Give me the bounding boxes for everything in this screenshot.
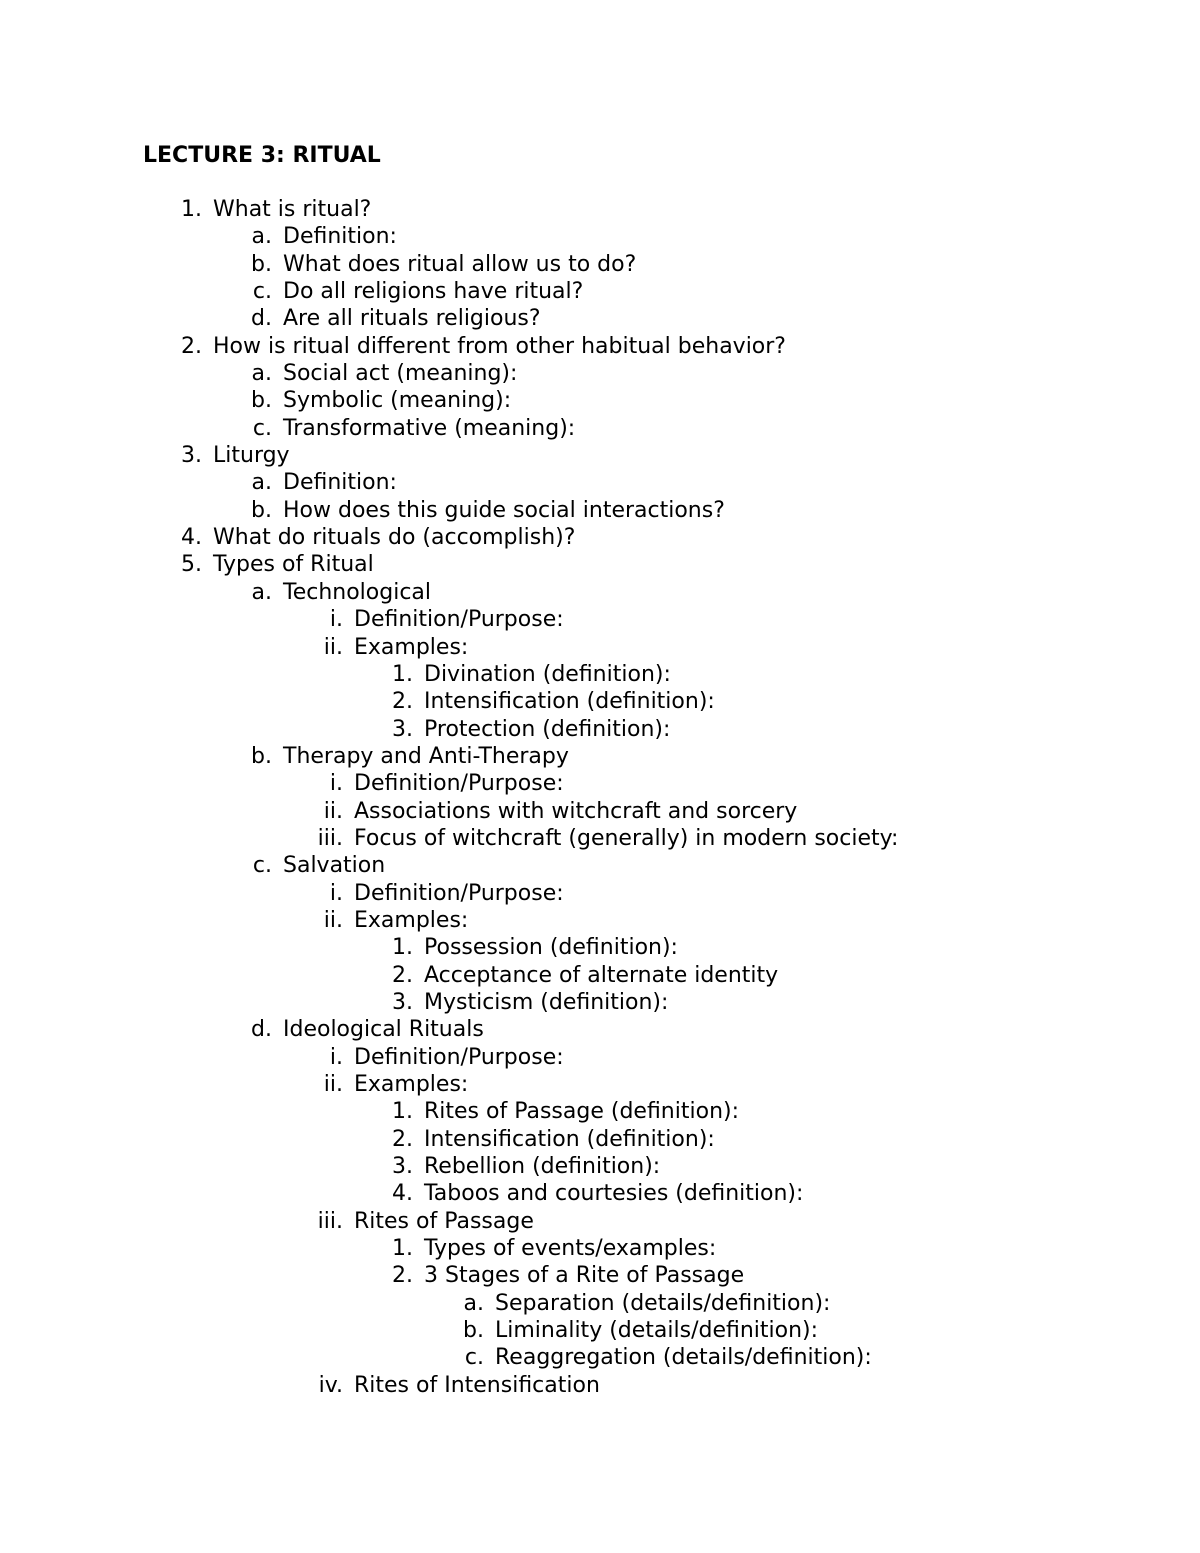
outline-text: Do all religions have ritual? <box>283 279 584 305</box>
outline-marker: 3. <box>392 989 413 1015</box>
outline-marker: 4. <box>392 1181 413 1207</box>
outline-text: Rites of Passage (definition): <box>424 1099 740 1125</box>
outline-text: Technological <box>283 579 432 605</box>
outline-item <box>0 1153 1200 1180</box>
outline-text: Are all rituals religious? <box>283 306 541 332</box>
outline-marker: i. <box>329 880 343 906</box>
outline-item <box>0 497 1200 524</box>
outline-item <box>0 415 1200 442</box>
outline-text: Rites of Intensification <box>354 1372 600 1398</box>
outline-text: Liturgy <box>213 443 290 469</box>
outline-item <box>0 469 1200 496</box>
outline-marker: 2. <box>392 1263 413 1289</box>
outline-text: Definition/Purpose: <box>354 880 564 906</box>
outline-marker: iii. <box>317 825 343 851</box>
outline-list <box>0 196 1200 1399</box>
outline-item <box>0 852 1200 879</box>
outline-text: Acceptance of alternate identity <box>424 962 779 988</box>
outline-marker: d. <box>251 1017 272 1043</box>
outline-marker: ii. <box>323 1072 343 1097</box>
outline-marker: b. <box>251 388 272 414</box>
outline-marker: 1. <box>392 1099 413 1125</box>
outline-marker: i. <box>329 771 343 797</box>
outline-text: Definition/Purpose: <box>354 1044 564 1070</box>
outline-text: Intensification (definition): <box>424 689 715 715</box>
outline-marker: b. <box>251 743 272 769</box>
outline-marker: b. <box>463 1318 484 1344</box>
outline-item <box>0 442 1200 469</box>
outline-item <box>0 360 1200 387</box>
outline-item <box>0 880 1200 907</box>
outline-item <box>0 1344 1200 1371</box>
outline-text: Taboos and courtesies (definition): <box>424 1181 804 1207</box>
outline-text: Intensification (definition): <box>424 1126 715 1152</box>
outline-text: Types of Ritual <box>213 552 374 578</box>
outline-text: Possession (definition): <box>424 935 678 961</box>
outline-text: Definition: <box>283 470 397 496</box>
outline-item <box>0 1016 1200 1043</box>
outline-text: Focus of witchcraft (generally) in modern society: <box>354 825 899 851</box>
outline-item <box>0 387 1200 414</box>
outline-marker: a. <box>251 224 272 250</box>
outline-text: How does this guide social interactions? <box>283 497 725 523</box>
outline-text: Reaggregation (details/definition): <box>495 1345 872 1371</box>
outline-text: Symbolic (meaning): <box>283 388 512 414</box>
outline-text: Associations with witchcraft and sorcery <box>354 798 798 824</box>
outline-marker: a. <box>251 470 272 496</box>
outline-marker: i. <box>329 1044 343 1070</box>
outline-item <box>0 989 1200 1016</box>
outline-item <box>0 1290 1200 1317</box>
outline-text: Definition: <box>283 224 397 250</box>
outline-marker: 3. <box>392 716 413 742</box>
outline-item <box>0 551 1200 578</box>
outline-item <box>0 1098 1200 1125</box>
outline-item <box>0 1262 1200 1289</box>
outline-marker: 3. <box>181 443 202 469</box>
outline-item <box>0 934 1200 961</box>
outline-item <box>0 1372 1200 1399</box>
outline-marker: i. <box>329 607 343 633</box>
outline-text: Examples: <box>354 1072 469 1097</box>
outline-text: Definition/Purpose: <box>354 771 564 797</box>
outline-text: Ideological Rituals <box>283 1017 484 1043</box>
outline-item <box>0 962 1200 989</box>
outline-marker: ii. <box>323 634 343 660</box>
outline-text: Mysticism (definition): <box>424 989 669 1015</box>
outline-item <box>0 825 1200 852</box>
outline-text: How is ritual different from other habitual behavior? <box>213 333 786 359</box>
outline-item <box>0 743 1200 770</box>
outline-item <box>0 798 1200 825</box>
outline-marker: ii. <box>323 907 343 933</box>
outline-item <box>0 1235 1200 1262</box>
outline-marker: 2. <box>392 1126 413 1152</box>
outline-text: Examples: <box>354 634 469 660</box>
outline-item <box>0 333 1200 360</box>
outline-marker: b. <box>251 497 272 523</box>
outline-item <box>0 1208 1200 1235</box>
outline-marker: 1. <box>392 661 413 687</box>
outline-item <box>0 305 1200 332</box>
outline-marker: iv. <box>318 1372 343 1398</box>
outline-marker: 1. <box>181 197 202 222</box>
outline-text: Types of events/examples: <box>424 1236 717 1262</box>
outline-marker: 2. <box>392 962 413 988</box>
outline-marker: 2. <box>181 333 202 359</box>
outline-item <box>0 223 1200 250</box>
outline-item <box>0 688 1200 715</box>
outline-text: What do rituals do (accomplish)? <box>213 525 576 551</box>
outline-item <box>0 606 1200 633</box>
outline-marker: 3. <box>392 1154 413 1180</box>
outline-text: Definition/Purpose: <box>354 607 564 633</box>
outline-item <box>0 579 1200 606</box>
outline-item <box>0 1317 1200 1344</box>
outline-text: Protection (definition): <box>424 716 671 742</box>
outline-marker: a. <box>251 361 272 387</box>
outline-text: Divination (definition): <box>424 661 671 687</box>
page-title: LECTURE 3: RITUAL <box>143 143 381 168</box>
outline-marker: ii. <box>323 798 343 824</box>
outline-text: Salvation <box>283 853 386 879</box>
outline-marker: c. <box>464 1345 484 1371</box>
outline-text: What does ritual allow us to do? <box>283 251 637 277</box>
outline-text: 3 Stages of a Rite of Passage <box>424 1263 745 1289</box>
outline-text: Therapy and Anti-Therapy <box>283 743 569 769</box>
outline-marker: 2. <box>392 689 413 715</box>
outline-item <box>0 661 1200 688</box>
outline-text: Examples: <box>354 907 469 933</box>
outline-text: Transformative (meaning): <box>283 415 576 441</box>
outline-marker: 5. <box>181 552 202 578</box>
outline-marker: d. <box>251 306 272 332</box>
outline-item <box>0 278 1200 305</box>
outline-item <box>0 716 1200 743</box>
outline-item <box>0 907 1200 934</box>
outline-marker: a. <box>463 1290 484 1316</box>
outline-item <box>0 634 1200 661</box>
outline-text: Rites of Passage <box>354 1208 534 1234</box>
outline-text: Rebellion (definition): <box>424 1154 661 1180</box>
outline-marker: c. <box>252 853 272 879</box>
outline-item <box>0 196 1200 223</box>
outline-item <box>0 524 1200 551</box>
outline-text: Separation (details/definition): <box>495 1290 831 1316</box>
outline-marker: a. <box>251 579 272 605</box>
outline-item <box>0 251 1200 278</box>
outline-text: Liminality (details/definition): <box>495 1318 819 1344</box>
outline-item <box>0 1126 1200 1153</box>
outline-marker: c. <box>252 279 272 305</box>
outline-marker: b. <box>251 251 272 277</box>
outline-text: Social act (meaning): <box>283 361 518 387</box>
outline-item <box>0 1071 1200 1098</box>
outline-marker: c. <box>252 415 272 441</box>
outline-marker: 1. <box>392 935 413 961</box>
outline-marker: iii. <box>317 1208 343 1234</box>
outline-item <box>0 770 1200 797</box>
outline-marker: 1. <box>392 1236 413 1262</box>
outline-marker: 4. <box>181 525 202 551</box>
outline-text: What is ritual? <box>213 197 372 222</box>
outline-item <box>0 1180 1200 1207</box>
outline-item <box>0 1044 1200 1071</box>
